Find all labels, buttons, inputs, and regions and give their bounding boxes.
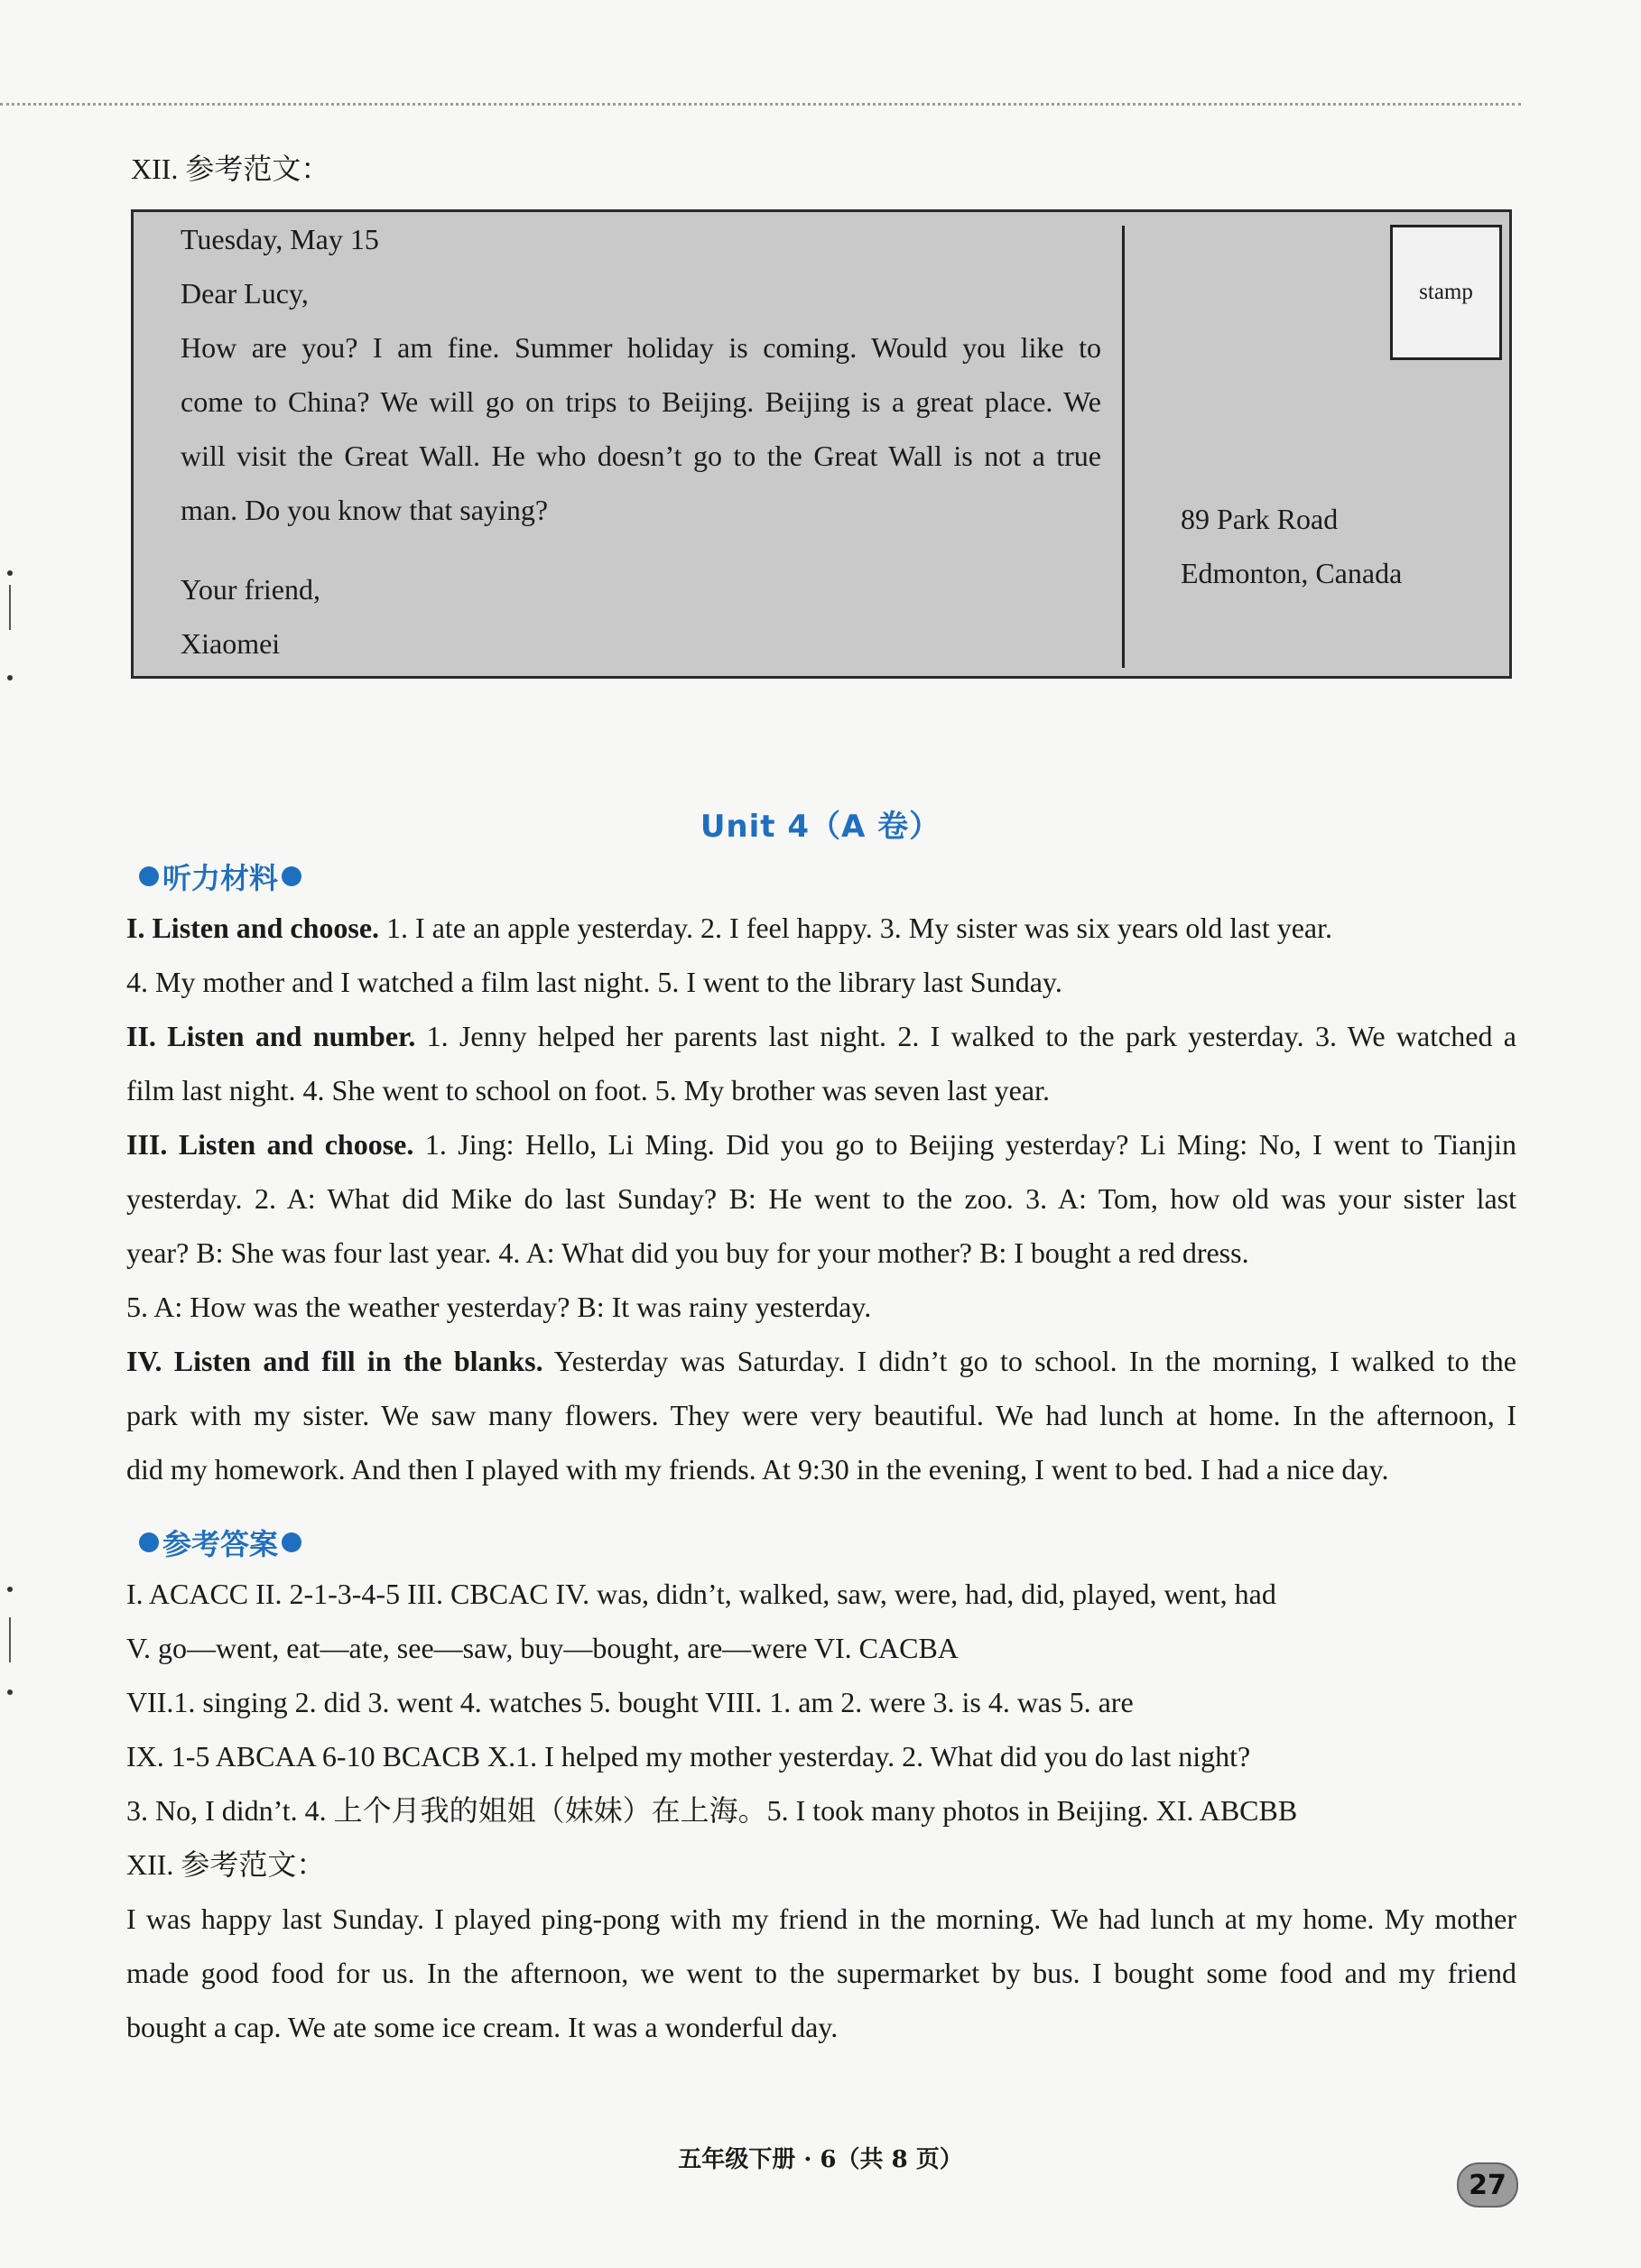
answer-line: V. go—went, eat—ate, see—saw, buy—bought, are—were VI. CACBA [126,1632,959,1664]
listening-heading [135,856,305,897]
listening-text: did my homework. And then I played with my friends. At 9:30 in the evening, I went to bed. I had a nice day. [126,1453,1389,1486]
postcard-date: Tuesday, May 15 [181,223,379,255]
answer-key [126,1567,1516,2054]
listening-heading-label: 听力材料 [162,862,279,894]
listening-text: film last night. 4. She went to school on foot. 5. My brother was seven last year. [126,1074,1050,1106]
listening-text: yesterday. 2. A: What did Mike do last Sunday? B: He went to the zoo. 3. A: Tom, how old was your sister last [126,1182,1516,1215]
answer-line: I. ACACC II. 2-1-3-4-5 III. CBCAC IV. was, didn’t, walked, saw, were, had, did, played, went, had [126,1578,1276,1610]
postcard-closing: Your friend, [181,573,320,606]
binding-mark [9,585,11,630]
listening-text: 4. My mother and I watched a film last night. 5. I went to the library last Sunday. [126,966,1062,998]
postcard-greeting: Dear Lucy, [181,277,309,310]
listening-text: 1. I ate an apple yesterday. 2. I feel happy. 3. My sister was six years old last year. [379,912,1333,944]
answer-line: 3. No, I didn’t. 4. 上个月我的姐姐（妹妹）在上海。5. I took many photos in Beijing. XI. ABCBB [126,1794,1298,1827]
postcard-signature: Xiaomei [181,627,281,660]
page-number-badge: 27 [1457,2162,1518,2208]
binding-mark [9,1617,11,1662]
top-dotted-rule [0,103,1521,106]
listening-text: 1. Jing: Hello, Li Ming. Did you go to Beijing yesterday? Li Ming: No, I went to Tianjin [413,1128,1517,1161]
binding-mark [7,675,13,680]
listening-text: 1. Jenny helped her parents last night. 2. I walked to the park yesterday. 3. We watched a [415,1020,1517,1052]
listening-text: 5. A: How was the weather yesterday? B: It was rainy yesterday. [126,1291,872,1323]
bullet-dot-icon [282,866,301,886]
listening-text: Yesterday was Saturday. I didn’t go to school. In the morning, I walked to the [542,1345,1517,1377]
postcard-address [1181,492,1402,600]
essay-line: bought a cap. We ate some ice cream. It was a wonderful day. [126,2011,839,2043]
answers-heading-label: 参考答案 [162,1528,279,1560]
listening-text: park with my sister. We saw many flowers. They were very beautiful. We had lunch at home. In the afternoon, I [126,1399,1516,1431]
bullet-dot-icon [282,1532,301,1552]
section-label: IV. Listen and fill in the blanks. [126,1345,543,1377]
bullet-dot-icon [139,866,159,886]
address-line-2: Edmonton, Canada [1181,557,1403,589]
answers-heading [135,1522,305,1563]
postcard-divider [1122,226,1125,668]
postcard [131,209,1512,679]
address-line-1: 89 Park Road [1181,503,1339,535]
section-label: II. Listen and number. [126,1020,416,1052]
binding-mark [7,570,13,576]
postcard-body-line: come to China? We will go on trips to Beijing. Beijing is a great place. We [181,385,1101,418]
section-label: I. Listen and choose. [126,912,380,944]
postcard-body-line: will visit the Great Wall. He who doesn’t go to the Great Wall is not a true [181,440,1101,472]
postcard-body-line: How are you? I am fine. Summer holiday is coming. Would you like to [181,331,1101,364]
essay-line: made good food for us. In the afternoon, we went to the supermarket by bus. I bought some food and my friend [126,1957,1516,1989]
prev-section-heading: XII. 参考范文： [131,153,330,185]
listening-text: year? B: She was four last year. 4. A: What did you buy for your mother? B: I bought a red dress. [126,1236,1249,1269]
answer-line: VII.1. singing 2. did 3. went 4. watches 5. bought VIII. 1. am 2. were 3. is 4. was 5. are [126,1686,1134,1718]
binding-mark [7,1587,13,1592]
binding-mark [7,1689,13,1695]
listening-material [126,901,1516,1496]
unit-title: Unit 4（A 卷） [700,809,941,845]
essay-line: I was happy last Sunday. I played ping-pong with my friend in the morning. We had lunch at my home. My mother [126,1902,1516,1935]
stamp-box: stamp [1390,225,1502,360]
bullet-dot-icon [139,1532,159,1552]
essay-heading: XII. 参考范文： [126,1848,326,1881]
section-label: III. Listen and choose. [126,1128,414,1161]
postcard-letter [181,212,1101,671]
postcard-body-line: man. Do you know that saying? [181,494,549,526]
answer-line: IX. 1-5 ABCAA 6-10 BCACB X.1. I helped my mother yesterday. 2. What did you do last night? [126,1740,1251,1773]
footer-label: 五年级下册 · 6（共 8 页） [678,2146,963,2173]
